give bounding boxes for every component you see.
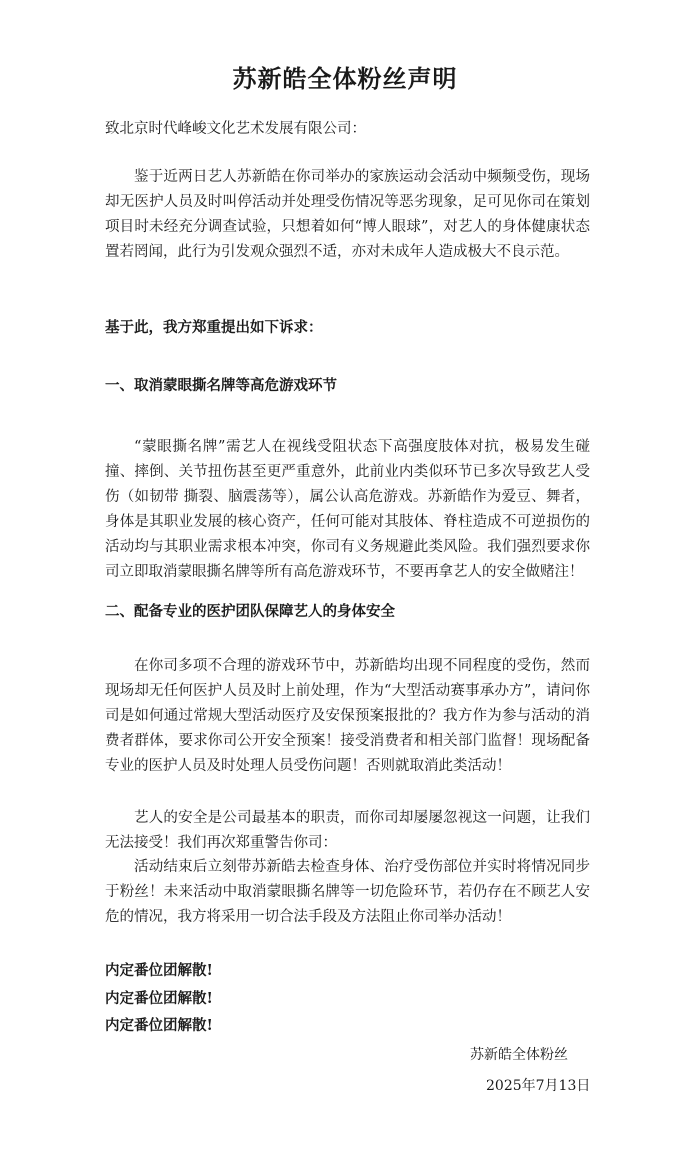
signature-block	[470, 1042, 640, 1100]
signature-date: 2025年7月13日	[486, 1078, 591, 1094]
warning-paragraph: 艺人的安全是公司最基本的职责，而你司却屡屡忽视这一问题，让我们无法接受！我们再次郑重警告你司：	[105, 810, 590, 851]
slogan-line: 内定番位团解散!	[105, 1017, 213, 1034]
section-1-body: “蒙眼撕名牌”需艺人在视线受阻状态下高强度肢体对抗，极易发生碰撞、摔倒、关节扭伤甚至更严重意外，此前业内类似环节已多次导致艺人受伤（如韧带 撕裂、脑震荡等），属公认高危游戏。苏新皓作为爱豆、舞者，身体是其职业发展的核心资产，任何可能对其肢体、脊柱造成不可逆损伤的活动均与其职业需求根本冲突，你司有义务规避此类风险。我们强烈要求你司立即取消蒙眼撕名牌等所有高危游戏环节，不要再拿艺人的安全做赌注！	[105, 439, 590, 580]
intro-paragraph: 鉴于近两日艺人苏新皓在你司举办的家族运动会活动中频频受伤，现场却无医护人员及时叫停活动并处理受伤情况等恶劣现象，足可见你司在策划项目时未经充分调查试验，只想着如何“博人眼球”，对艺人的身体健康状态置若罔闻，此行为引发观众强烈不适，亦对未成年人造成极大不良示范。	[105, 169, 590, 260]
demands-lead-in: 基于此，我方郑重提出如下诉求：	[105, 319, 323, 336]
document-title: 苏新皓全体粉丝声明	[232, 64, 458, 93]
signature-name: 苏新皓全体粉丝	[470, 1047, 568, 1063]
salutation: 致北京时代峰峻文化艺术发展有限公司：	[105, 121, 366, 137]
final-demand-paragraph: 活动结束后立刻带苏新皓去检查身体、治疗受伤部位并实时将情况同步于粉丝！未来活动中取消蒙眼撕名牌等一切危险环节，若仍存在不顾艺人安危的情况，我方将采用一切合法手段及方法阻止你司举办活动！	[105, 859, 590, 925]
section-2-body: 在你司多项不合理的游戏环节中，苏新皓均出现不同程度的受伤，然而现场却无任何医护人员及时上前处理，作为“大型活动赛事承办方”，请问你司是如何通过常规大型活动医疗及安保预案报批的？我方作为参与活动的消费者群体，要求你司公开安全预案！接受消费者和相关部门监督！现场配备专业的医护人员及时处理人员受伤问题！否则就取消此类活动！	[105, 658, 590, 774]
slogan-list	[105, 957, 405, 1040]
slogan-line: 内定番位团解散!	[105, 962, 213, 979]
section-2-heading: 二、配备专业的医护团队保障艺人的身体安全	[105, 603, 395, 620]
section-1-heading: 一、取消蒙眼撕名牌等高危游戏环节	[105, 377, 337, 394]
slogan-line: 内定番位团解散!	[105, 989, 213, 1007]
